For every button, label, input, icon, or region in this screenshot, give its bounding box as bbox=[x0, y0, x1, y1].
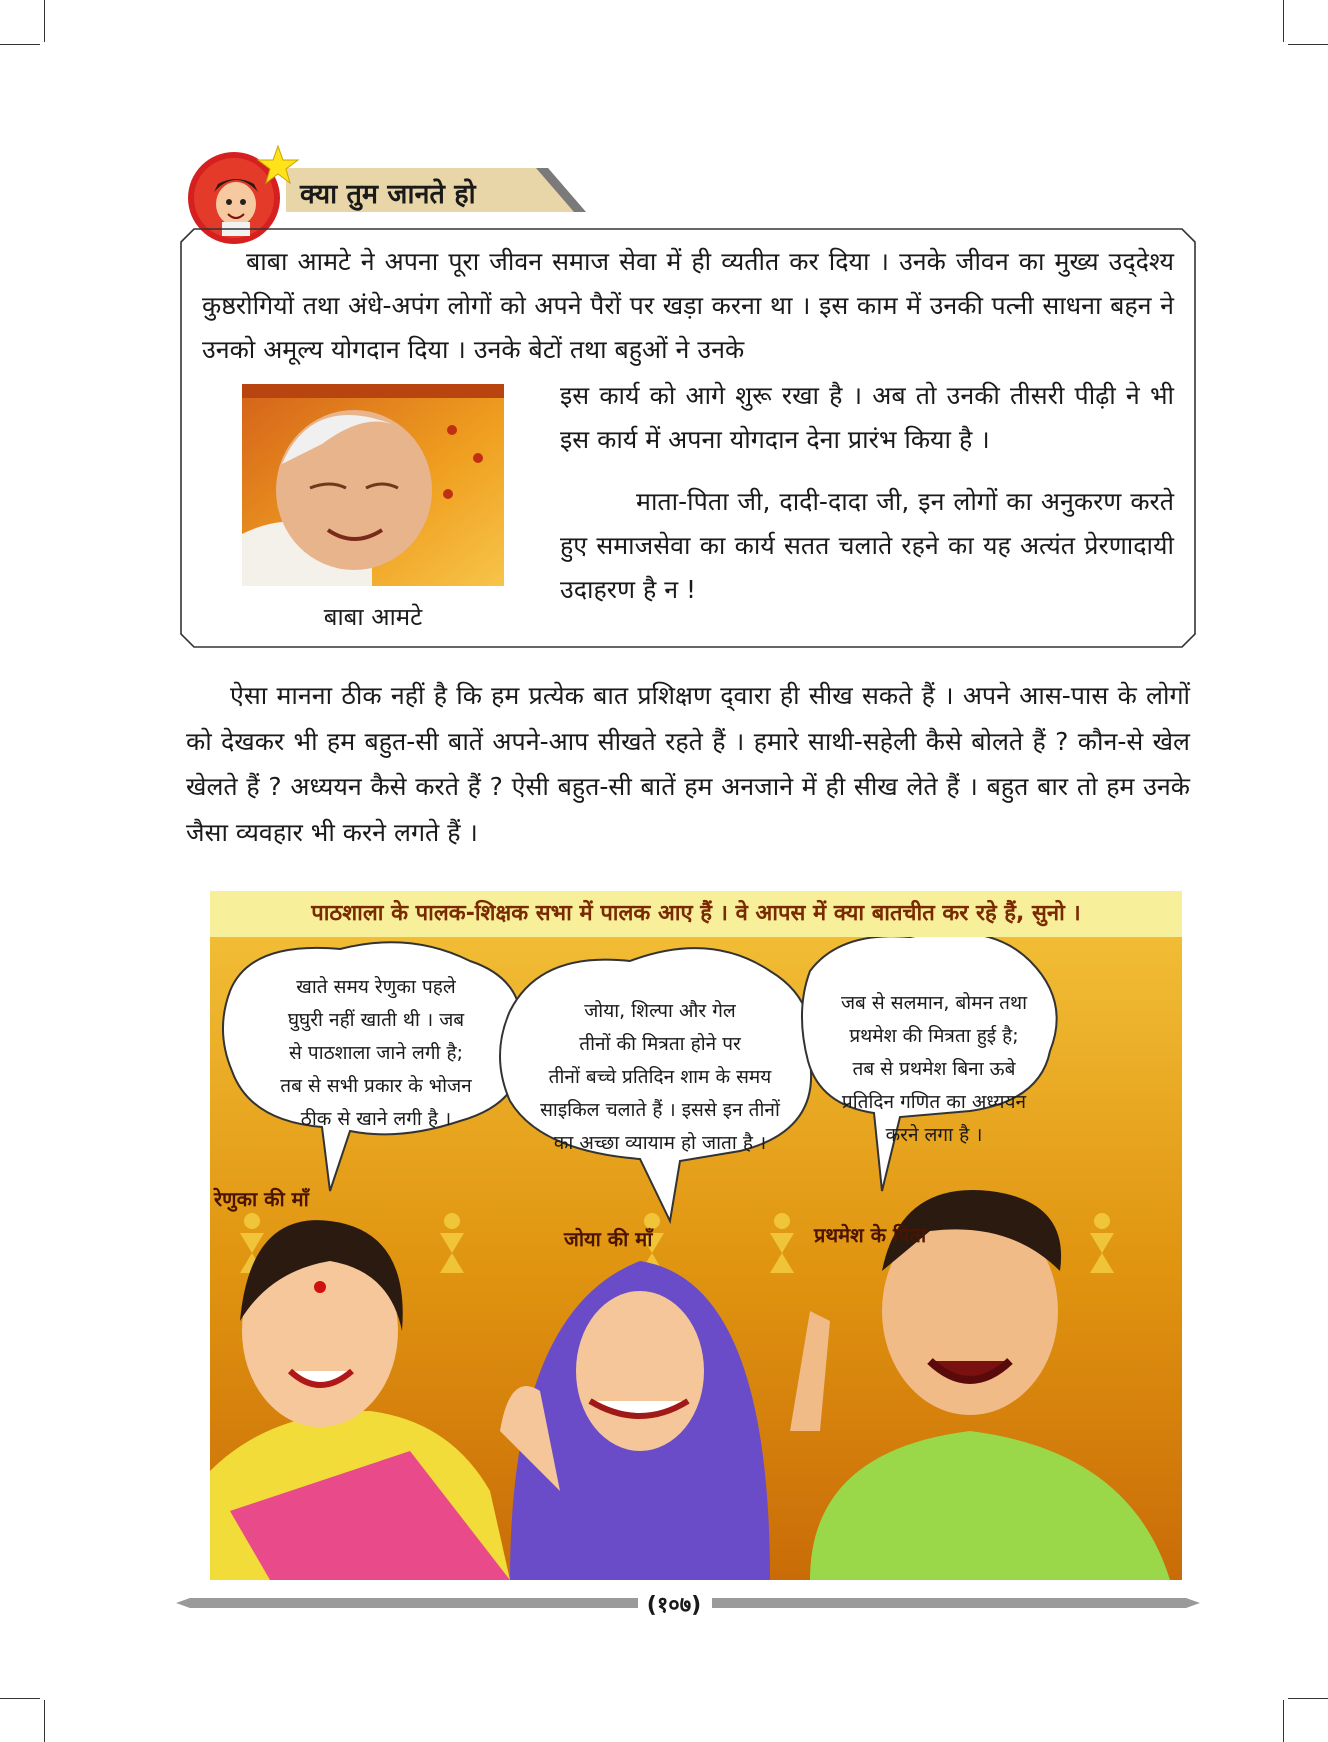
crop-mark bbox=[44, 0, 45, 42]
page-number: (१०७) bbox=[646, 1593, 702, 1618]
baba-amte-photo bbox=[242, 384, 504, 586]
label-renuka-mother: रेणुका की माँ bbox=[214, 1187, 309, 1211]
comic-illustration bbox=[210, 891, 1182, 1580]
info-paragraph-1: बाबा आमटे ने अपना पूरा जीवन समाज सेवा में ही व्यतीत कर दिया । उनके जीवन का मुख्य उद्‌देश्य कुष्ठरोगियों तथा अंधे-अपंग लोगों को अपने पैरों पर खड़ा करना था । इस काम में उनकी पत्नी साधना बहन ने उनको अमूल्य योगदान दिया । उनके बेटों तथा बहुओं ने उनके bbox=[202, 247, 1174, 364]
photo-caption: बाबा आमटे bbox=[323, 603, 423, 631]
crop-mark bbox=[0, 1698, 40, 1699]
info-paragraph-1-cont: इस कार्य को आगे शुरू रखा है । अब तो उनकी तीसरी पीढ़ी ने भी इस कार्य में अपना योगदान देना प्रारंभ किया है । bbox=[560, 381, 1174, 454]
speech-bubble-zoya: जोया, शिल्पा और गेल तीनों की मित्रता होने पर तीनों बच्चे प्रतिदिन शाम के समय साइकिल चलाते हैं । इससे इन तीनों का अच्छा व्यायाम हो जाता है । bbox=[540, 1000, 780, 1154]
crop-mark bbox=[1288, 1698, 1328, 1699]
label-prathamesh-father: प्रथमेश के पिता bbox=[814, 1223, 927, 1247]
label-zoya-mother: जोया की माँ bbox=[564, 1227, 653, 1251]
comic-banner: पाठशाला के पालक-शिक्षक सभा में पालक आए हैं । वे आपस में क्या बातचीत कर रहे हैं, सुनो । bbox=[210, 891, 1182, 937]
speech-bubble-renuka: खाते समय रेणुका पहले घुघुरी नहीं खाती थी । जब से पाठशाला जाने लगी है; तब से सभी प्रकार के भोजन ठीक से खाने लगी है । bbox=[280, 976, 472, 1130]
crop-mark bbox=[1288, 44, 1328, 45]
body-paragraph: ऐसा मानना ठीक नहीं है कि हम प्रत्येक बात प्रशिक्षण द्‌वारा ही सीख सकते हैं । अपने आस-पास के लोगों को देखकर भी हम बहुत-सी बातें अपने-आप सीखते रहते हैं । हमारे साथी-सहेली कैसे बोलते हैं ? कौन-से खेल खेलते हैं ? अध्ययन कैसे करते हैं ? ऐसी बहुत-सी बातें हम अनजाने में ही सीख लेते हैं । बहुत बार तो हम उनके जैसा व्यवहार भी करने लगते हैं । bbox=[186, 681, 1190, 847]
crop-mark bbox=[0, 44, 40, 45]
footer-line-right bbox=[712, 1598, 1200, 1608]
footer-line-left bbox=[176, 1598, 638, 1608]
section-title: क्या तुम जानते हो bbox=[300, 179, 476, 210]
crop-mark bbox=[1283, 0, 1284, 42]
crop-mark bbox=[44, 1700, 45, 1742]
crop-mark bbox=[1283, 1700, 1284, 1742]
speech-bubble-prathamesh: जब से सलमान, बोमन तथा प्रथमेश की मित्रता हुई है; तब से प्रथमेश बिना ऊबे प्रतिदिन गणित का अध्ययन करने लगा है । bbox=[840, 992, 1028, 1146]
info-paragraph-2: माता-पिता जी, दादी-दादा जी, इन लोगों का अनुकरण करते हुए समाजसेवा का कार्य सतत चलाते रहने का यह अत्यंत प्रेरणादायी उदाहरण है न ! bbox=[560, 487, 1174, 604]
